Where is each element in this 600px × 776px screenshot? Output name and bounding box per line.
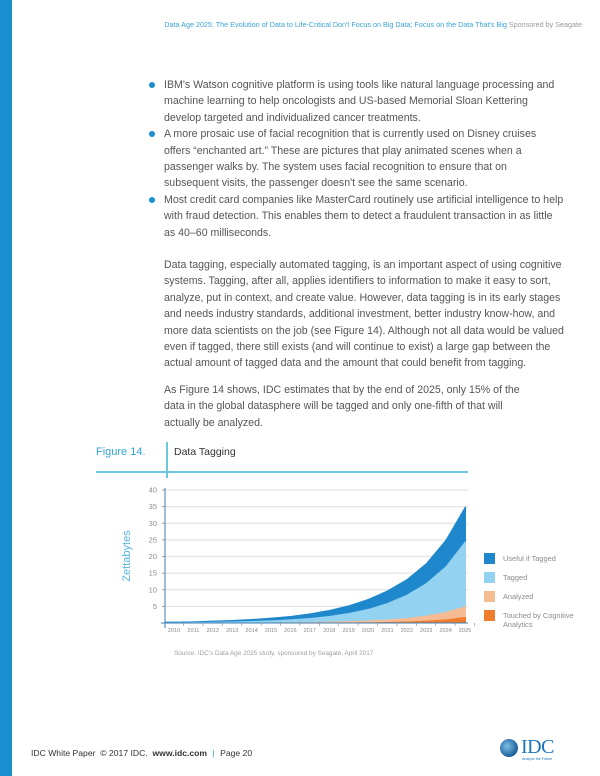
legend-label: Tagged — [503, 573, 528, 582]
svg-text:2024: 2024 — [439, 628, 452, 634]
logo-text: IDC — [521, 736, 554, 758]
footer-page-number: Page 20 — [220, 748, 253, 758]
legend-swatch — [484, 591, 495, 602]
svg-text:2015: 2015 — [264, 628, 278, 634]
bullet-text: Most credit card companies like MasterCard routinely use artificial intelligence to help with fraud detection. This enables them to detect a fraudulent transaction in as little as 40–60 milliseconds. — [164, 193, 564, 239]
svg-text:25: 25 — [148, 535, 157, 545]
svg-text:2022: 2022 — [400, 628, 414, 634]
svg-text:2021: 2021 — [381, 628, 394, 634]
legend-label: Useful if Tagged — [503, 554, 556, 563]
y-axis-label: Zettabytes — [121, 530, 133, 582]
figure-number: Figure 14. — [96, 446, 146, 458]
figure-title: Data Tagging — [174, 446, 236, 458]
svg-text:2013: 2013 — [225, 628, 239, 634]
chart-areas — [165, 507, 466, 623]
footer-paper-type: IDC White Paper — [31, 748, 96, 758]
svg-text:2014: 2014 — [245, 628, 258, 634]
legend-swatch — [484, 572, 495, 583]
paragraph-data-tagging: Data tagging, especially automated tagging, is an important aspect of using cognitive systems. Tagging, after all, applies identifiers to information to make it easy to sort, analyze, put in context, and create value. However, data tagging is in its early stages and needs industry standards, additional investment, better industry know-how, and more data scientists on the job (see Figure 14). Although not all data would be valued even if tagged, there still exists (and will continue to exist) a large gap between the actual amount of tagged data and the amount that could benefit from tagging. — [164, 259, 564, 370]
paragraph-figure-summary: As Figure 14 shows, IDC estimates that by the end of 2025, only 15% of the data in the global datasphere will be tagged and only one-fifth of that will actually be analyzed. — [164, 384, 520, 429]
svg-text:30: 30 — [148, 518, 157, 528]
svg-text:35: 35 — [148, 502, 157, 512]
svg-text:2023: 2023 — [419, 628, 433, 634]
svg-text:15: 15 — [148, 568, 157, 578]
bullet-text: IBM's Watson cognitive platform is using tools like natural language processing and machine learning to help oncologists and US-based Memorial Sloan Kettering develop targeted and individualized cancer treatments. — [164, 79, 555, 124]
svg-text:2018: 2018 — [322, 628, 336, 634]
header-sponsor: Sponsored by Seagate — [508, 20, 582, 29]
legend-label: Analyzed — [503, 592, 534, 601]
svg-text:2019: 2019 — [342, 628, 355, 634]
legend-swatch — [484, 610, 495, 621]
svg-text:2010: 2010 — [167, 628, 181, 634]
svg-text:2025: 2025 — [458, 628, 472, 634]
idc-logo — [500, 736, 572, 764]
figure-source: Source: IDC's Data Age 2025 study, sponsored by Seagate, April 2017 — [174, 650, 374, 657]
footer-url-link[interactable]: www.idc.com — [152, 748, 208, 758]
footer-copyright: © 2017 IDC. — [100, 748, 148, 758]
svg-text:2012: 2012 — [206, 628, 220, 634]
x-axis-ticks — [168, 623, 475, 634]
svg-text:2020: 2020 — [361, 628, 375, 634]
legend-label: Touched by Cognitive Analytics — [503, 611, 574, 629]
svg-text:20: 20 — [148, 552, 157, 561]
header-title: Data Age 2025: The Evolution of Data to Life-Critical Don't Focus on Big Data; Focus on the Data That's Big — [164, 20, 507, 29]
svg-text:5: 5 — [152, 601, 157, 611]
globe-icon — [500, 739, 518, 757]
svg-text:10: 10 — [148, 585, 157, 595]
bullet-text: A more prosaic use of facial recognition that is currently used on Disney cruises offers “enchanted art.” These are pictures that play animated scenes when a passenger walks by. The system uses facial recognition to ensure that on subsequent visits, the passenger doesn't see the same scenario. — [164, 128, 537, 190]
svg-text:40: 40 — [148, 485, 157, 495]
footer-divider: | — [212, 748, 215, 758]
y-axis-ticks — [149, 486, 165, 611]
svg-text:2011: 2011 — [187, 628, 200, 634]
page-footer — [31, 748, 252, 758]
svg-text:2017: 2017 — [303, 628, 317, 634]
logo-tagline: Analyze the Future — [522, 757, 553, 761]
svg-text:2016: 2016 — [284, 628, 297, 634]
legend-swatch — [484, 553, 495, 564]
